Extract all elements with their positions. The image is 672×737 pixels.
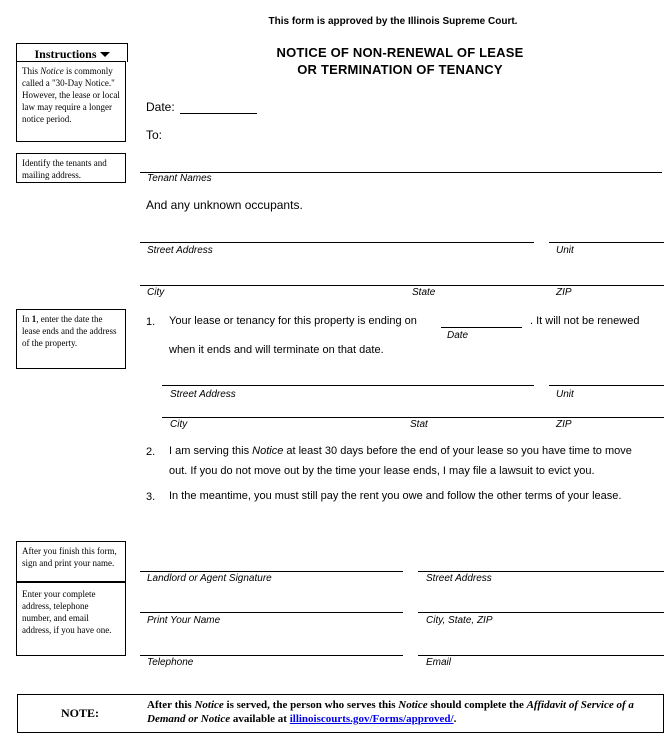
unknown-occupants-text: And any unknown occupants. <box>146 198 303 212</box>
print-name-label: Print Your Name <box>147 615 221 626</box>
approval-note: This form is approved by the Illinois Supreme Court. <box>268 16 518 27</box>
property-state-label: Stat <box>410 419 428 430</box>
note-text-e: . <box>453 713 457 725</box>
contact-note: Enter your complete address, telephone number, and email address, if you have one. <box>22 589 112 635</box>
instructions-heading[interactable] <box>16 43 128 62</box>
lease-end-date-field[interactable] <box>441 327 522 328</box>
tenant-names-field[interactable] <box>140 172 662 173</box>
unit-label: Unit <box>556 245 574 256</box>
paragraph-1-number: 1. <box>146 316 156 328</box>
property-city-state-zip-field[interactable] <box>162 417 664 418</box>
instructions-contact-box <box>16 582 126 656</box>
sign-note: After you finish this form, sign and print your name. <box>22 546 117 568</box>
note-text <box>147 698 659 726</box>
email-label: Email <box>426 657 452 668</box>
note-notice-word-1: Notice <box>194 699 224 711</box>
telephone-field[interactable] <box>140 655 403 656</box>
city-state-zip-signer-label: City, State, ZIP <box>426 615 493 626</box>
paragraph-3-number: 3. <box>146 491 156 503</box>
city-label: City <box>147 287 165 298</box>
item1-text-post: , enter the date the lease ends and the address of the property. <box>22 314 117 348</box>
landlord-signature-field[interactable] <box>140 571 403 572</box>
city-state-zip-signer-field[interactable] <box>418 612 664 613</box>
state-label: State <box>412 287 436 298</box>
note-text-a: After this <box>147 699 195 711</box>
paragraph-1-text-b: . It will not be renewed <box>530 315 640 327</box>
date-field[interactable] <box>180 113 257 114</box>
tenants-note: Identify the tenants and mailing address. <box>22 158 107 180</box>
email-field[interactable] <box>418 655 664 656</box>
landlord-street-address-label: Street Address <box>426 573 492 584</box>
landlord-street-address-field[interactable] <box>418 571 664 572</box>
telephone-label: Telephone <box>147 657 194 668</box>
paragraph-2-number: 2. <box>146 446 156 458</box>
unit-field[interactable] <box>549 242 664 243</box>
instructions-intro-box <box>16 61 126 142</box>
property-zip-label: ZIP <box>556 419 572 430</box>
triangle-down-icon <box>100 52 110 57</box>
street-address-label: Street Address <box>147 245 213 256</box>
property-city-label: City <box>170 419 188 430</box>
item1-number: 1 <box>31 314 37 324</box>
paragraph-2-text-a: I am serving this <box>169 445 253 457</box>
affidavit-title: Affidavit of Service of a Demand or Notice <box>147 699 634 725</box>
note-text-c: should complete the <box>427 699 527 711</box>
paragraph-2-notice-word: Notice <box>252 445 284 457</box>
note-text-b: is served, the person who serves this <box>223 699 399 711</box>
note-label: NOTE: <box>60 706 99 720</box>
zip-label: ZIP <box>556 287 572 298</box>
print-name-field[interactable] <box>140 612 403 613</box>
to-label: To: <box>146 128 163 142</box>
city-state-zip-field[interactable] <box>140 285 664 286</box>
instructions-sign-box <box>16 541 126 582</box>
form-title-line2: OR TERMINATION OF TENANCY <box>297 62 503 77</box>
note-box <box>17 694 664 733</box>
intro-notice-word: Notice <box>40 66 64 76</box>
date-label: Date: <box>146 100 175 114</box>
property-street-address-field[interactable] <box>162 385 534 386</box>
property-unit-label: Unit <box>556 389 574 400</box>
paragraph-2 <box>169 441 649 481</box>
note-notice-word-2: Notice <box>398 699 428 711</box>
instructions-tenants-box <box>16 153 126 183</box>
intro-text-post: is commonly called a "30-Day Notice." However, the lease or local law may require a longer notice period. <box>22 66 120 124</box>
street-address-field[interactable] <box>140 242 534 243</box>
lease-end-date-label: Date <box>447 330 469 341</box>
paragraph-1-text-a: Your lease or tenancy for this property is ending on <box>169 315 417 327</box>
form-title-line1: NOTICE OF NON-RENEWAL OF LEASE <box>276 45 524 60</box>
paragraph-3: In the meantime, you must still pay the rent you owe and follow the other terms of your lease. <box>169 490 622 502</box>
intro-text-pre: This <box>22 66 41 76</box>
note-text-d: available at <box>230 713 290 725</box>
property-street-address-label: Street Address <box>170 389 236 400</box>
paragraph-2-text-b: at least 30 days before the end of your lease so you have time to move out. If you do not move out by the time your lease ends, I may file a lawsuit to evict you. <box>169 445 632 477</box>
paragraph-1-text-c: when it ends and will terminate on that date. <box>169 344 384 356</box>
item1-text-pre: In <box>22 314 32 324</box>
landlord-signature-label: Landlord or Agent Signature <box>147 573 272 584</box>
instructions-heading-label: Instructions <box>34 47 97 61</box>
property-unit-field[interactable] <box>549 385 664 386</box>
tenant-names-label: Tenant Names <box>147 173 212 184</box>
forms-link[interactable]: illinoiscourts.gov/Forms/approved/ <box>289 713 454 725</box>
instructions-item1-box <box>16 309 126 369</box>
